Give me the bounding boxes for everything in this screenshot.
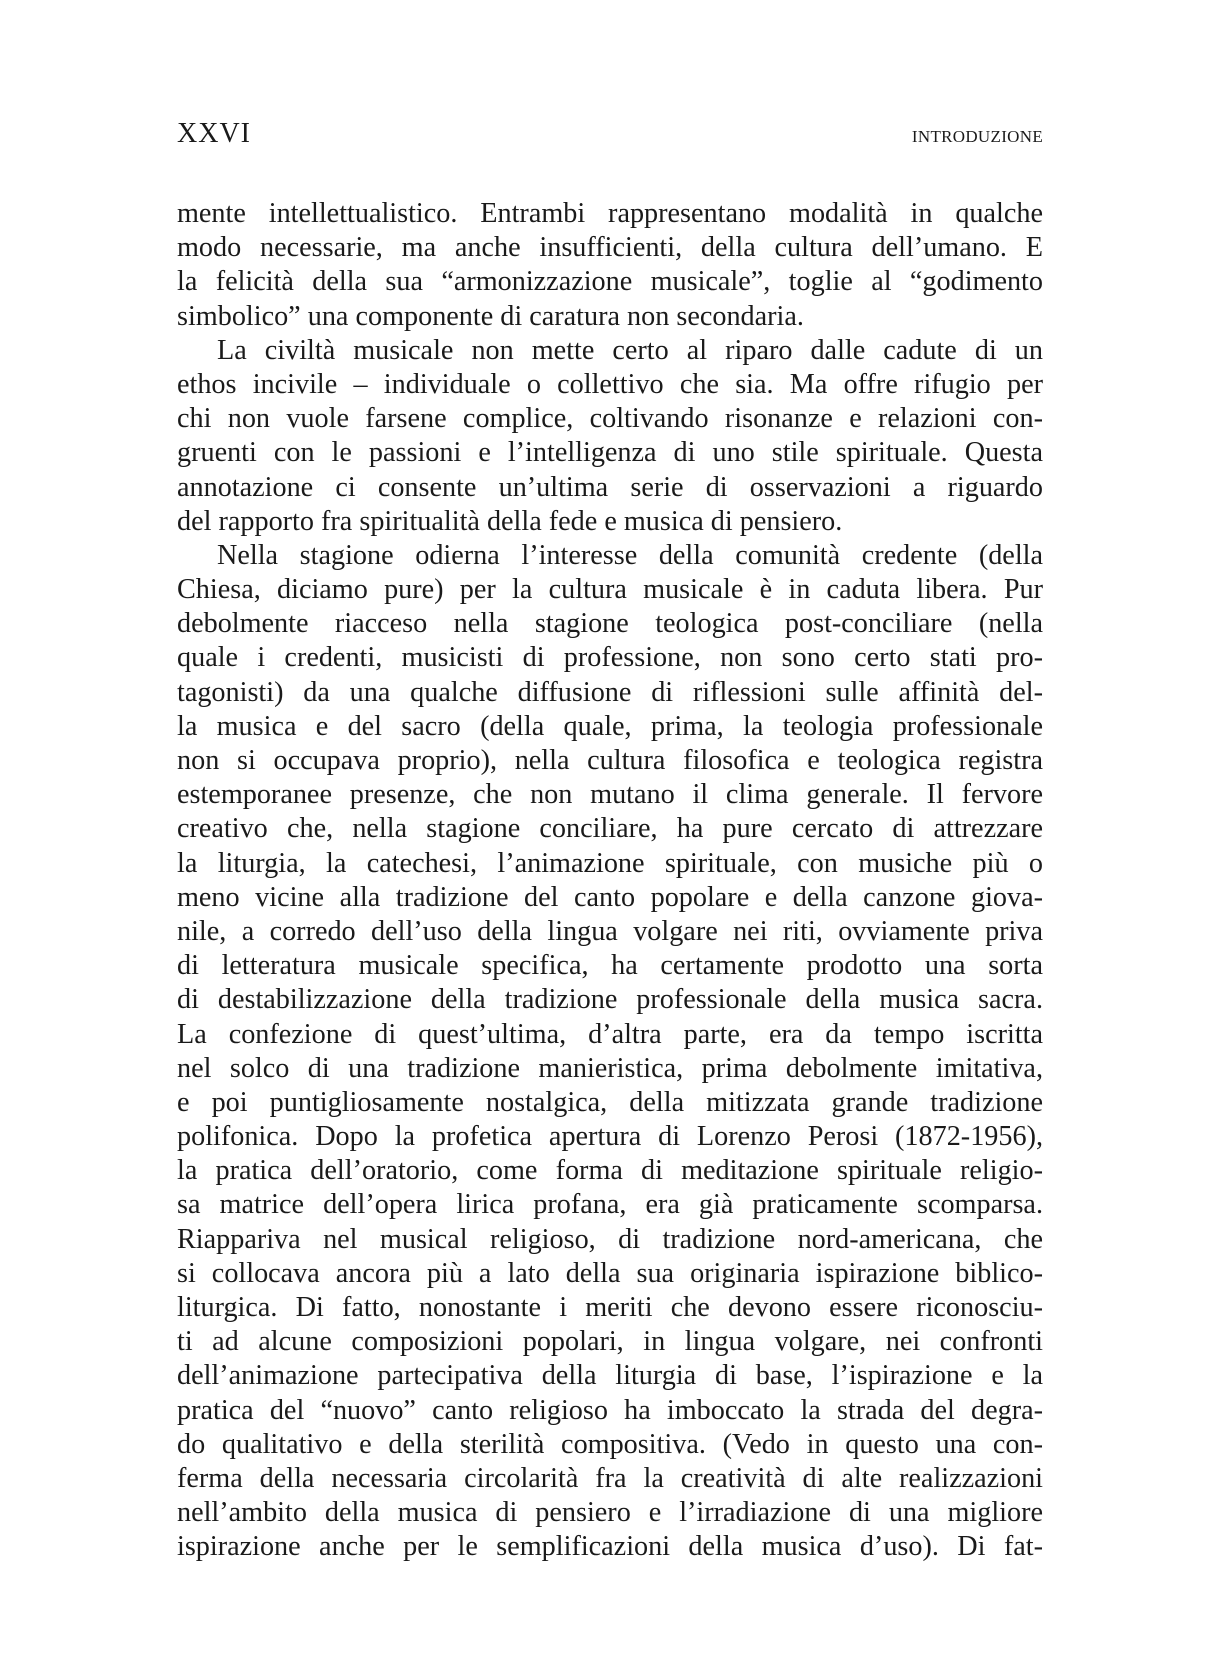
text-line: estemporanee presenze, che non mutano il clima generale. Il fervore: [177, 779, 1043, 811]
text-line: nel solco di una tradizione manieristica, prima debolmente imitativa,: [177, 1052, 1043, 1084]
text-line: La confezione di quest’ultima, d’altra parte, era da tempo iscritta: [177, 1018, 1043, 1050]
text-line: si collocava ancora più a lato della sua originaria ispirazione biblico-: [177, 1257, 1043, 1289]
text-line: ethos incivile – individuale o collettivo che sia. Ma offre rifugio per: [177, 368, 1043, 400]
text-line: di letteratura musicale specifica, ha certamente prodotto una sorta: [177, 950, 1043, 982]
text-line: di destabilizzazione della tradizione professionale della musica sacra.: [177, 984, 1043, 1016]
text-line: dell’animazione partecipativa della liturgia di base, l’ispirazione e la: [177, 1360, 1043, 1392]
text-line: la musica e del sacro (della quale, prima, la teologia professionale: [177, 710, 1043, 742]
text-line: chi non vuole farsene complice, coltivando risonanze e relazioni con-: [177, 403, 1043, 435]
text-line: ispirazione anche per le semplificazioni della musica d’uso). Di fat-: [177, 1531, 1043, 1563]
text-line: La civiltà musicale non mette certo al riparo dalle cadute di un: [217, 334, 1043, 366]
text-line: Chiesa, diciamo pure) per la cultura musicale è in caduta libera. Pur: [177, 574, 1043, 606]
text-line: la felicità della sua “armonizzazione musicale”, toglie al “godimento: [177, 266, 1043, 298]
text-line: do qualitativo e della sterilità compositiva. (Vedo in questo una con-: [177, 1428, 1043, 1460]
text-line: del rapporto fra spiritualità della fede e musica di pensiero.: [177, 505, 843, 537]
text-line: nell’ambito della musica di pensiero e l’irradiazione di una migliore: [177, 1497, 1043, 1529]
text-line: mente intellettualistico. Entrambi rappresentano modalità in qualche: [177, 198, 1043, 229]
text-line: sa matrice dell’opera lirica profana, era già praticamente scomparsa.: [177, 1189, 1043, 1221]
text-line: pratica del “nuovo” canto religioso ha imboccato la strada del degra-: [177, 1394, 1043, 1426]
text-line: tagonisti) da una qualche diffusione di riflessioni sulle affinità del-: [177, 676, 1043, 708]
text-line: creativo che, nella stagione conciliare, ha pure cercato di attrezzare: [177, 813, 1043, 845]
text-line: modo necessarie, ma anche insufficienti, della cultura dell’umano. E: [177, 232, 1043, 264]
running-head: INTRODUZIONE: [911, 127, 1043, 146]
text-line: nile, a corredo dell’uso della lingua volgare nei riti, ovviamente priva: [177, 915, 1043, 947]
page-number: XXVI: [177, 118, 251, 149]
text-line: liturgica. Di fatto, nonostante i meriti che devono essere riconosciu-: [177, 1292, 1043, 1323]
text-line: annotazione ci consente un’ultima serie di osservazioni a riguardo: [177, 471, 1043, 503]
page-header: [177, 118, 1043, 158]
text-line: e poi puntigliosamente nostalgica, della mitizzata grande tradizione: [177, 1086, 1043, 1118]
text-line: quale i credenti, musicisti di professione, non sono certo stati pro-: [177, 642, 1043, 674]
text-line: simbolico” una componente di caratura non secondaria.: [177, 300, 804, 332]
text-line: Nella stagione odierna l’interesse della comunità credente (della: [217, 539, 1043, 571]
text-line: la liturgia, la catechesi, l’animazione spirituale, con musiche più o: [177, 847, 1043, 879]
text-line: non si occupava proprio), nella cultura filosofica e teologica registra: [177, 745, 1043, 776]
text-line: gruenti con le passioni e l’intelligenza di uno stile spirituale. Questa: [177, 437, 1043, 469]
text-line: debolmente riacceso nella stagione teologica post-conciliare (nella: [177, 608, 1043, 640]
text-line: Riappariva nel musical religioso, di tradizione nord-americana, che: [177, 1223, 1043, 1255]
body-text: [177, 197, 1043, 1565]
text-line: polifonica. Dopo la profetica apertura di Lorenzo Perosi (1872-1956),: [177, 1121, 1043, 1153]
text-line: meno vicine alla tradizione del canto popolare e della canzone giova-: [177, 881, 1043, 913]
text-line: la pratica dell’oratorio, come forma di meditazione spirituale religio-: [177, 1155, 1043, 1187]
text-line: ti ad alcune composizioni popolari, in lingua volgare, nei confronti: [177, 1326, 1043, 1358]
text-line: ferma della necessaria circolarità fra la creatività di alte realizzazioni: [177, 1462, 1043, 1494]
